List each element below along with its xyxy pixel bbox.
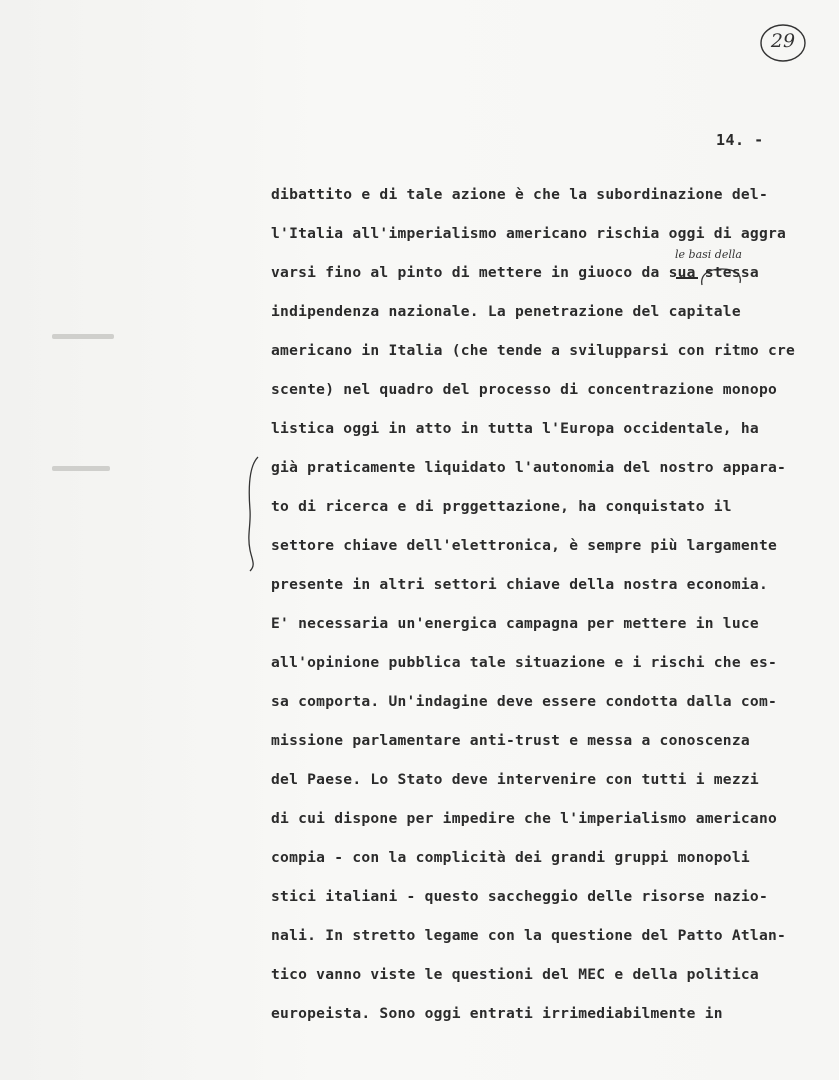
text-line: nali. In stretto legame con la questione del Patto Atlan- [271,927,787,944]
margin-bracket-icon [244,455,262,573]
text-line: già praticamente liquidato l'autonomia del nostro appara- [271,459,787,476]
text-line: settore chiave dell'elettronica, è sempre più largamente [271,537,778,554]
text-line: dibattito e di tale azione è che la subordinazione del- [271,186,768,203]
text-line: stici italiani - questo saccheggio delle risorse nazio- [271,888,768,905]
text-line: del Paese. Lo Stato deve intervenire con tutti i mezzi [271,771,759,788]
text-line: E' necessaria un'energica campagna per mettere in luce [271,615,759,632]
text-line: scente) nel quadro del processo di concentrazione monopo [271,381,778,398]
handwritten-insertion: le basi della [675,248,742,261]
typed-page-number: 14. - [716,131,764,149]
text-line: l'Italia all'imperialismo americano rischia oggi di aggra [271,225,787,242]
text-line: listica oggi in atto in tutta l'Europa occidentale, ha [271,420,759,437]
margin-smudge [52,334,114,339]
text-line: sa comporta. Un'indagine deve essere condotta dalla com- [271,693,778,710]
text-line: di cui dispone per impedire che l'imperialismo americano [271,810,778,827]
text-line: all'opinione pubblica tale situazione e i rischi che es- [271,654,778,671]
text-line: tico vanno viste le questioni del MEC e della politica [271,966,759,983]
margin-smudge [52,466,110,471]
text-line: compia - con la complicità dei grandi gruppi monopoli [271,849,750,866]
text-line: to di ricerca e di prggettazione, ha conquistato il [271,498,732,515]
text-line: presente in altri settori chiave della nostra economia. [271,576,768,593]
handwritten-page-number [759,22,807,64]
text-line: missione parlamentare anti-trust e messa a conoscenza [271,732,750,749]
text-line: americano in Italia (che tende a svilupparsi con ritmo cre [271,342,796,359]
text-line: indipendenza nazionale. La penetrazione del capitale [271,303,741,320]
text-line: europeista. Sono oggi entrati irrimediabilmente in [271,1005,723,1022]
handwritten-number-text: 29 [770,30,796,52]
text-line: varsi fino al pinto di mettere in giuoco da sua stessa [271,264,759,281]
